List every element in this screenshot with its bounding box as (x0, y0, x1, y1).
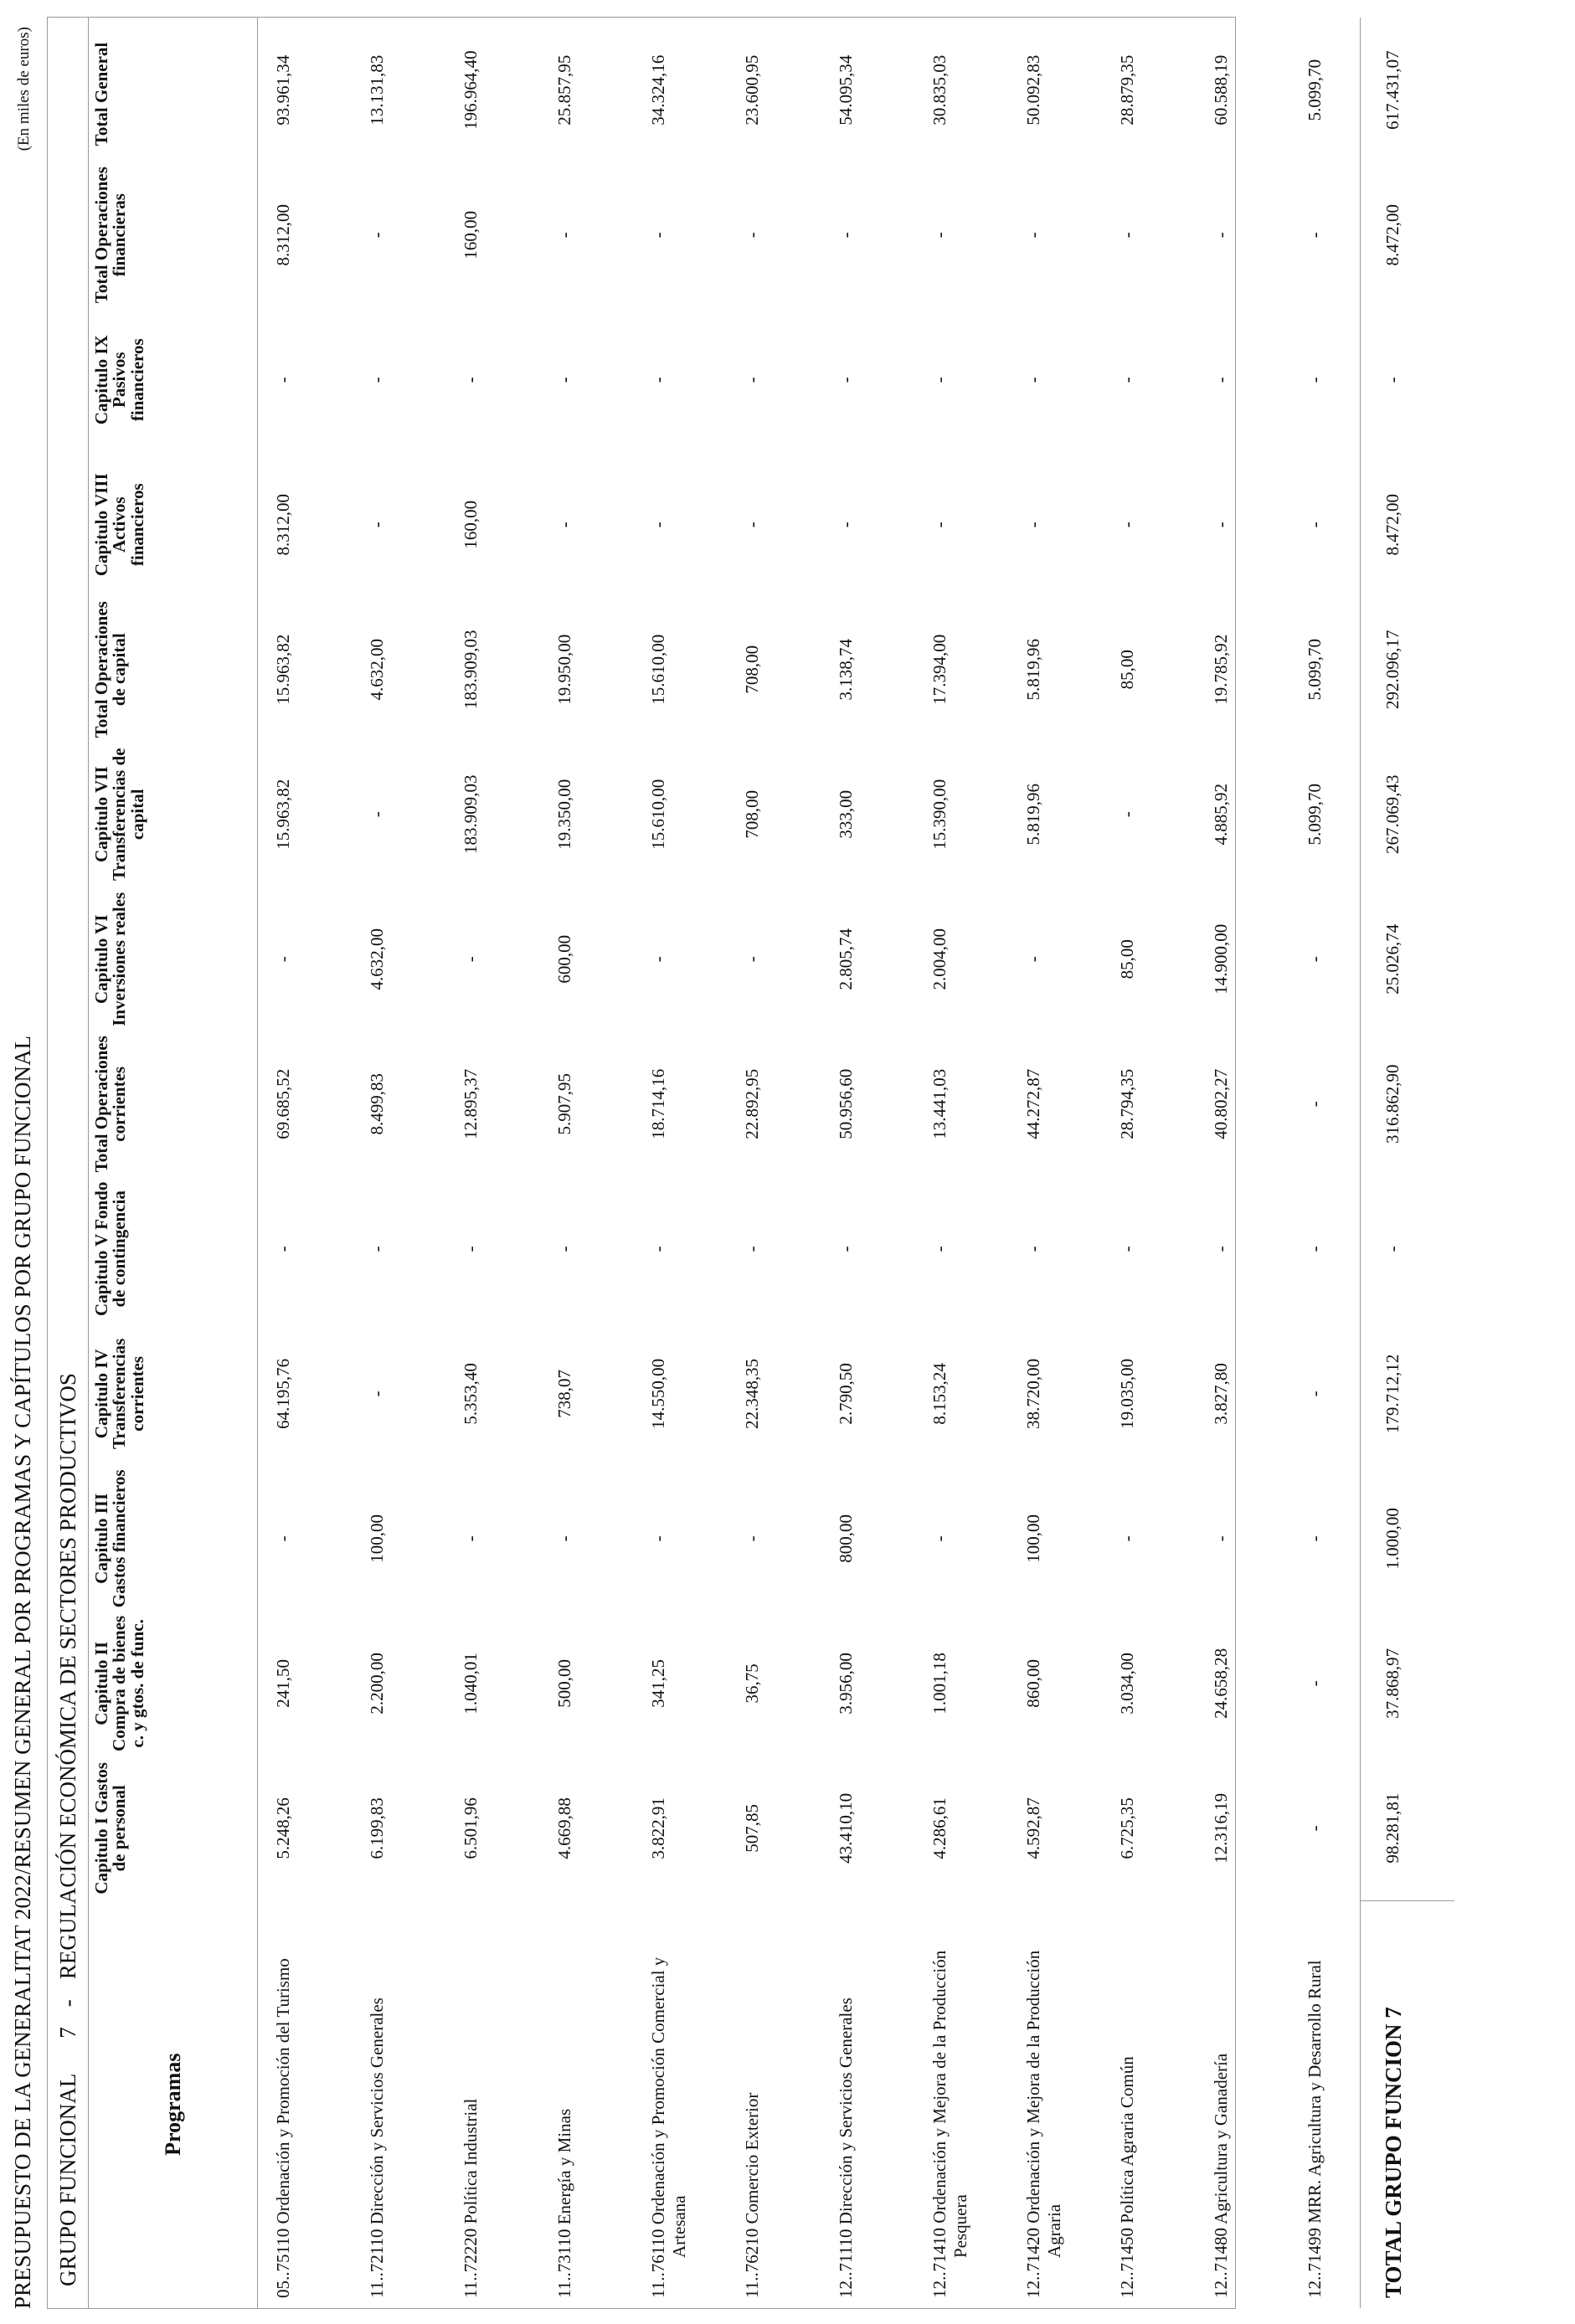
group-dash: - (54, 1999, 80, 2008)
value-cell: - (554, 1535, 574, 1542)
program-cell (633, 1900, 727, 2308)
column-header-8: Capitulo VII Transferencias de capital (88, 742, 258, 887)
value-cell: - (461, 1535, 481, 1542)
program-name: Política Industrial (461, 2098, 481, 2224)
value-cell: 100,00 (367, 1514, 387, 1563)
value-cell: 15.610,00 (648, 634, 668, 705)
value-cell: - (742, 1535, 762, 1542)
value-cell: - (273, 956, 293, 963)
value-cell: 4.632,00 (367, 928, 387, 990)
value-cell: 30.835,03 (929, 54, 950, 126)
value-cell: - (648, 956, 668, 963)
value-cell: 600,00 (554, 934, 574, 984)
program-name: Ordenación y Promoción del Turismo (273, 1958, 293, 2224)
value-cell: 23.600,95 (742, 54, 762, 126)
value-cell: 8.499,83 (367, 1073, 387, 1135)
value-cell: 241,50 (273, 1658, 293, 1708)
value-cell: 93.961,34 (273, 54, 293, 126)
value-cell: 54.095,34 (836, 54, 856, 126)
value-cell: 5.819,96 (1023, 784, 1043, 846)
value-cell: 15.963,82 (273, 634, 293, 705)
column-header-12: Total Operaciones financieras (88, 162, 258, 307)
value-cell: 14.900,00 (1211, 923, 1231, 995)
value-cell: 860,00 (1023, 1658, 1043, 1708)
program-cell (1289, 1900, 1361, 2308)
value-cell: - (836, 377, 856, 383)
value-cell: - (1305, 1391, 1325, 1397)
value-cell: - (1117, 232, 1137, 239)
value-cell: - (929, 1535, 950, 1542)
value-cell: - (648, 232, 668, 239)
table-row (258, 18, 353, 2308)
value-cell: - (648, 1535, 668, 1542)
value-cell: - (648, 1246, 668, 1252)
value-cell: 6.501,96 (461, 1797, 481, 1859)
program-cell (258, 1900, 353, 2308)
total-value-cell: - (1361, 1176, 1455, 1321)
value-cell: - (1305, 522, 1325, 528)
value-cell: - (367, 811, 387, 818)
value-cell: - (1117, 522, 1137, 528)
value-cell: - (554, 522, 574, 528)
value-cell: 28.879,35 (1117, 54, 1137, 126)
table-row (727, 18, 821, 2308)
table-row (633, 18, 727, 2308)
program-name: Agricultura y Ganadería (1211, 2053, 1231, 2224)
value-cell: - (742, 522, 762, 528)
program-code: 05..75110 (273, 2228, 293, 2298)
total-value-cell: 316.862,90 (1361, 1031, 1455, 1176)
table-row (1102, 18, 1196, 2308)
budget-frame (47, 17, 1406, 2309)
value-cell: - (929, 522, 950, 528)
value-cell: 738,07 (554, 1369, 574, 1418)
column-header-1: Capitulo I Gastos de personal (88, 1756, 258, 1900)
program-label (1117, 1909, 1138, 2298)
value-cell: 85,00 (1117, 939, 1137, 979)
column-header-6: Total Operaciones corrientes (88, 1031, 258, 1176)
value-cell: - (1117, 1246, 1137, 1252)
column-header-10: Capitulo VIII Activos financieros (88, 452, 258, 597)
column-header-13: Total General (88, 18, 258, 162)
program-name: Ordenación y Mejora de la Producción Agraria (1023, 1950, 1064, 2258)
total-value-cell: 267.069,43 (1361, 742, 1455, 887)
value-cell: - (742, 956, 762, 963)
value-cell: 15.610,00 (648, 779, 668, 850)
group-name: REGULACIÓN ECONÓMICA DE SECTORES PRODUCTIVOS (54, 1373, 80, 1980)
value-cell: - (1023, 1246, 1043, 1252)
value-cell: 22.348,35 (742, 1358, 762, 1429)
value-cell: 28.794,35 (1117, 1068, 1137, 1139)
program-cell (445, 1900, 539, 2308)
total-value-cell: 98.281,81 (1361, 1756, 1455, 1900)
value-cell: 3.827,80 (1211, 1363, 1231, 1425)
program-label (273, 1909, 294, 2298)
value-cell: - (1117, 1535, 1137, 1542)
value-cell: 60.588,19 (1211, 54, 1231, 126)
value-cell: 4.669,88 (554, 1797, 574, 1859)
value-cell: 183.909,03 (461, 630, 481, 709)
value-cell: 4.286,61 (929, 1797, 950, 1859)
program-label (929, 1909, 971, 2298)
table-row (821, 18, 914, 2308)
value-cell: 19.035,00 (1117, 1358, 1137, 1429)
value-cell: 85,00 (1117, 650, 1137, 690)
value-cell: - (1117, 377, 1137, 383)
table-row (1008, 18, 1102, 2308)
program-name: Energía y Minas (554, 2108, 574, 2225)
value-cell: 8.312,00 (273, 493, 293, 556)
value-cell: 5.099,70 (1305, 59, 1325, 121)
value-cell: - (367, 1246, 387, 1252)
value-cell: 3.956,00 (836, 1653, 856, 1715)
program-code: 11..72220 (461, 2228, 481, 2298)
value-cell: - (1023, 522, 1043, 528)
program-code: 11..72110 (367, 2229, 387, 2298)
value-cell: - (1117, 811, 1137, 818)
value-cell: 4.632,00 (367, 639, 387, 701)
value-cell: 100,00 (1023, 1514, 1043, 1563)
value-cell: - (836, 1246, 856, 1252)
value-cell: - (461, 956, 481, 963)
table-row (539, 18, 633, 2308)
value-cell: 34.324,16 (648, 54, 668, 126)
value-cell: 183.909,03 (461, 774, 481, 855)
value-cell: - (929, 232, 950, 239)
value-cell: 15.963,82 (273, 779, 293, 850)
value-cell: 8.312,00 (273, 203, 293, 266)
value-cell: 3.138,74 (836, 639, 856, 701)
program-cell (1196, 1900, 1289, 2308)
value-cell: 6.199,83 (367, 1797, 387, 1859)
value-cell: 708,00 (742, 645, 762, 694)
program-label (461, 1909, 481, 2298)
value-cell: 5.099,70 (1305, 639, 1325, 701)
total-value-cell: 37.868,97 (1361, 1611, 1455, 1756)
column-header-11: Capitulo IX Pasivos financieros (88, 307, 258, 452)
value-cell: - (554, 1246, 574, 1252)
column-header-5: Capitulo V Fondo de contingencia (88, 1176, 258, 1321)
program-name: Dirección y Servicios Generales (367, 1998, 387, 2225)
value-cell: - (1305, 1825, 1325, 1832)
column-header-3: Capitulo III Gastos financieros (88, 1466, 258, 1611)
value-cell: - (1023, 956, 1043, 963)
column-header-7: Capitulo VI Inversiones reales (88, 887, 258, 1031)
program-name: Dirección y Servicios Generales (836, 1998, 856, 2225)
column-header-row (88, 18, 258, 2308)
program-label (1023, 1909, 1065, 2298)
value-cell: - (273, 377, 293, 383)
total-value-cell: 25.026,74 (1361, 887, 1455, 1031)
column-header-2: Capitulo II Compra de bienes c. y gtos. de func. (88, 1611, 258, 1756)
program-code: 12..71420 (1023, 2228, 1043, 2298)
table-body (258, 18, 1455, 2308)
value-cell: 13.131,83 (367, 54, 387, 126)
value-cell: 160,00 (461, 210, 481, 260)
value-cell: 12.895,37 (461, 1068, 481, 1139)
value-cell: - (1305, 1101, 1325, 1108)
column-header-9: Total Operaciones de capital (88, 597, 258, 742)
program-code: 12..71410 (929, 2228, 950, 2298)
value-cell: - (742, 1246, 762, 1252)
value-cell: 5.819,96 (1023, 639, 1043, 701)
units-note: (En miles de euros) (15, 27, 33, 152)
value-cell: - (367, 377, 387, 383)
program-name: Ordenación y Mejora de la Producción Pesquera (929, 1950, 970, 2258)
value-cell: - (1023, 377, 1043, 383)
program-label (742, 1909, 763, 2298)
value-cell: 13.441,03 (929, 1068, 950, 1139)
value-cell: - (1305, 956, 1325, 963)
program-label (367, 1909, 388, 2298)
value-cell: - (554, 377, 574, 383)
program-name: Comercio Exterior (742, 2092, 762, 2224)
program-label (1305, 1909, 1325, 2298)
table-row (1289, 18, 1361, 2308)
value-cell: 196.964,40 (461, 50, 481, 130)
value-cell: 5.907,95 (554, 1073, 574, 1135)
value-cell: - (648, 522, 668, 528)
value-cell: 19.950,00 (554, 634, 574, 705)
value-cell: 64.195,76 (273, 1358, 293, 1429)
total-value-cell: 292.096,17 (1361, 597, 1455, 742)
value-cell: - (367, 1391, 387, 1397)
value-cell: - (1305, 232, 1325, 239)
value-cell: - (742, 377, 762, 383)
value-cell: 69.685,52 (273, 1068, 293, 1139)
program-code: 11..76110 (648, 2229, 668, 2298)
value-cell: - (929, 1246, 950, 1252)
value-cell: - (367, 232, 387, 239)
total-value-cell: 179.712,12 (1361, 1321, 1455, 1466)
value-cell: 500,00 (554, 1658, 574, 1708)
program-cell (1008, 1900, 1102, 2308)
value-cell: 43.410,10 (836, 1792, 856, 1864)
value-cell: - (1211, 522, 1231, 528)
table-row (914, 18, 1008, 2308)
group-number: 7 (54, 2027, 80, 2039)
value-cell: 5.099,70 (1305, 784, 1325, 846)
value-cell: - (1211, 1246, 1231, 1252)
value-cell: 507,85 (742, 1804, 762, 1853)
total-label: TOTAL GRUPO FUNCION 7 (1361, 1900, 1455, 2308)
program-label (1211, 1909, 1232, 2298)
value-cell: - (1211, 1535, 1231, 1542)
value-cell: - (929, 377, 950, 383)
value-cell: 44.272,87 (1023, 1068, 1043, 1139)
value-cell: - (461, 1246, 481, 1252)
value-cell: 12.316,19 (1211, 1792, 1231, 1864)
value-cell: - (367, 522, 387, 528)
program-name: Política Agraria Común (1117, 2056, 1137, 2224)
value-cell: 2.790,50 (836, 1363, 856, 1425)
program-label (836, 1909, 857, 2298)
value-cell: 6.725,35 (1117, 1797, 1137, 1859)
value-cell: 17.394,00 (929, 634, 950, 705)
value-cell: - (1305, 377, 1325, 383)
value-cell: 341,25 (648, 1658, 668, 1708)
value-cell: 18.714,16 (648, 1068, 668, 1139)
value-cell: 3.822,91 (648, 1797, 668, 1859)
table-row (352, 18, 445, 2308)
program-code: 12..71110 (836, 2229, 856, 2298)
value-cell: 5.248,26 (273, 1797, 293, 1859)
program-name: MRR. Agricultura y Desarrollo Rural (1305, 1960, 1325, 2224)
program-code: 11..73110 (554, 2229, 574, 2298)
value-cell: - (461, 377, 481, 383)
total-value-cell: 617.431,07 (1361, 18, 1455, 162)
table-row (1196, 18, 1289, 2308)
value-cell: 708,00 (742, 789, 762, 839)
value-cell: 50.092,83 (1023, 54, 1043, 126)
program-name: Ordenación y Promoción Comercial y Artesana (648, 1956, 689, 2258)
value-cell: - (742, 232, 762, 239)
program-cell (727, 1900, 821, 2308)
total-value-cell: 8.472,00 (1361, 452, 1455, 597)
value-cell: - (1211, 377, 1231, 383)
program-cell (821, 1900, 914, 2308)
value-cell: - (1305, 1680, 1325, 1687)
column-header-programas: Programas (88, 1900, 258, 2308)
value-cell: - (1023, 232, 1043, 239)
group-label: GRUPO FUNCIONAL (54, 2073, 80, 2286)
value-cell: - (648, 377, 668, 383)
program-code: 12..71450 (1117, 2228, 1137, 2298)
value-cell: - (1211, 232, 1231, 239)
value-cell: 25.857,95 (554, 54, 574, 126)
value-cell: 4.885,92 (1211, 784, 1231, 846)
total-value-cell: 8.472,00 (1361, 162, 1455, 307)
value-cell: - (1305, 1246, 1325, 1252)
total-value-cell: 1.000,00 (1361, 1466, 1455, 1611)
value-cell: 2.004,00 (929, 928, 950, 990)
value-cell: 5.353,40 (461, 1363, 481, 1425)
value-cell: 800,00 (836, 1514, 856, 1563)
value-cell: - (273, 1246, 293, 1252)
value-cell: 333,00 (836, 789, 856, 839)
budget-table (88, 18, 1454, 2308)
value-cell: 22.892,95 (742, 1068, 762, 1139)
value-cell: 3.034,00 (1117, 1653, 1137, 1715)
value-cell: - (273, 1535, 293, 1542)
value-cell: 36,75 (742, 1663, 762, 1704)
value-cell: 8.153,24 (929, 1363, 950, 1425)
total-value-cell: - (1361, 307, 1455, 452)
page-title: PRESUPUESTO DE LA GENERALITAT 2022/RESUMEN GENERAL POR PROGRAMAS Y CAPÍTULOS POR GRUPO FUNCIONAL (10, 1036, 35, 2309)
program-cell (914, 1900, 1008, 2308)
program-label (554, 1909, 575, 2298)
program-cell (539, 1900, 633, 2308)
value-cell: 2.805,74 (836, 928, 856, 990)
table-row (445, 18, 539, 2308)
total-row (1361, 18, 1455, 2308)
value-cell: - (1305, 1535, 1325, 1542)
program-cell (352, 1900, 445, 2308)
value-cell: 24.658,28 (1211, 1648, 1231, 1719)
value-cell: 19.350,00 (554, 779, 574, 850)
value-cell: 40.802,27 (1211, 1068, 1231, 1139)
program-code: 11..76210 (742, 2228, 762, 2298)
program-code: 12..71499 (1305, 2228, 1325, 2298)
program-code: 12..71480 (1211, 2228, 1231, 2298)
value-cell: 19.785,92 (1211, 634, 1231, 705)
functional-group-header (48, 18, 89, 2308)
program-cell (1102, 1900, 1196, 2308)
value-cell: - (836, 232, 856, 239)
value-cell: 2.200,00 (367, 1653, 387, 1715)
value-cell: 15.390,00 (929, 779, 950, 850)
value-cell: 160,00 (461, 500, 481, 549)
value-cell: 4.592,87 (1023, 1797, 1043, 1859)
value-cell: 14.550,00 (648, 1358, 668, 1429)
value-cell: 1.040,01 (461, 1653, 481, 1715)
value-cell: 38.720,00 (1023, 1358, 1043, 1429)
value-cell: - (836, 522, 856, 528)
program-label (648, 1909, 690, 2298)
value-cell: 50.956,60 (836, 1068, 856, 1139)
value-cell: - (554, 232, 574, 239)
value-cell: 1.001,18 (929, 1653, 950, 1715)
column-header-4: Capitulo IV Transferencias corrientes (88, 1321, 258, 1466)
